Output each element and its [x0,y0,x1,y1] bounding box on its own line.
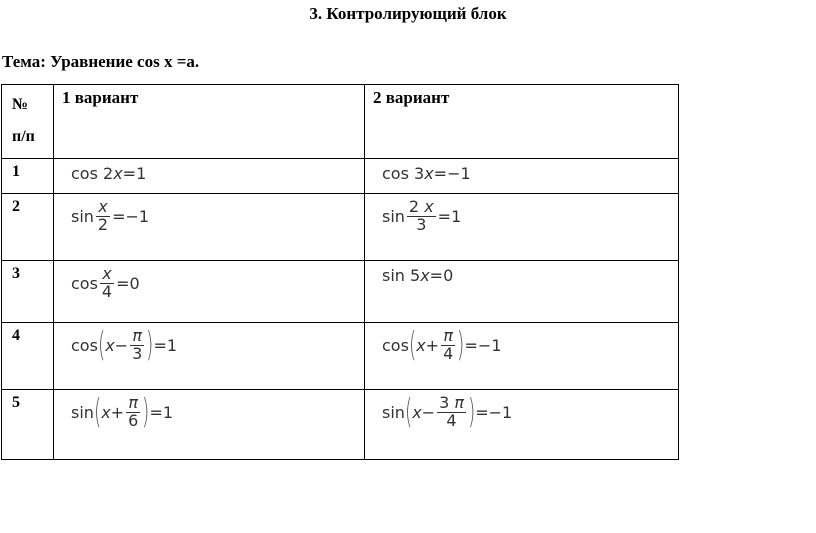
row-number: 3 [12,265,20,282]
equation-v1: cos 2 x =1 [71,164,147,183]
equation-v2: sin 2 x 3 =1 [382,197,462,234]
header-variant-2-label: 2 вариант [373,88,450,107]
row-number: 2 [12,198,20,215]
header-variant-1-label: 1 вариант [62,88,139,107]
table-row [2,323,679,390]
equation-v1: sin x 2 =−1 [71,197,150,234]
equation-v2: cos ( x + π 4 ) =−1 [382,325,502,366]
row-number: 1 [12,163,20,180]
equation-v1: sin ( x + π 6 ) =1 [71,392,174,433]
equation-v1: cos ( x − π 3 ) =1 [71,325,178,366]
table-row [2,261,679,323]
equation-v2: sin 5 x =0 [382,266,454,285]
page-heading: 3. Контролирующий блок [309,4,507,23]
equation-v1: cos x 4 =0 [71,264,140,301]
header-num-line2: п/п [12,128,35,145]
header-num-cell [2,85,54,159]
table-row [2,194,679,261]
header-variant-1 [54,85,365,159]
equation-v2: cos 3 x =−1 [382,164,471,183]
table-row [2,390,679,460]
table-header-row [2,85,679,159]
row-number: 5 [12,394,20,411]
equation-v2: sin ( x − 3 π 4 ) =−1 [382,392,513,433]
topic-title: Тема: Уравнение cos x =а. [2,52,200,71]
table-row [2,159,679,194]
row-number: 4 [12,327,20,344]
header-num-line1: № [12,96,29,113]
header-variant-2 [365,85,679,159]
equations-table [1,84,679,460]
